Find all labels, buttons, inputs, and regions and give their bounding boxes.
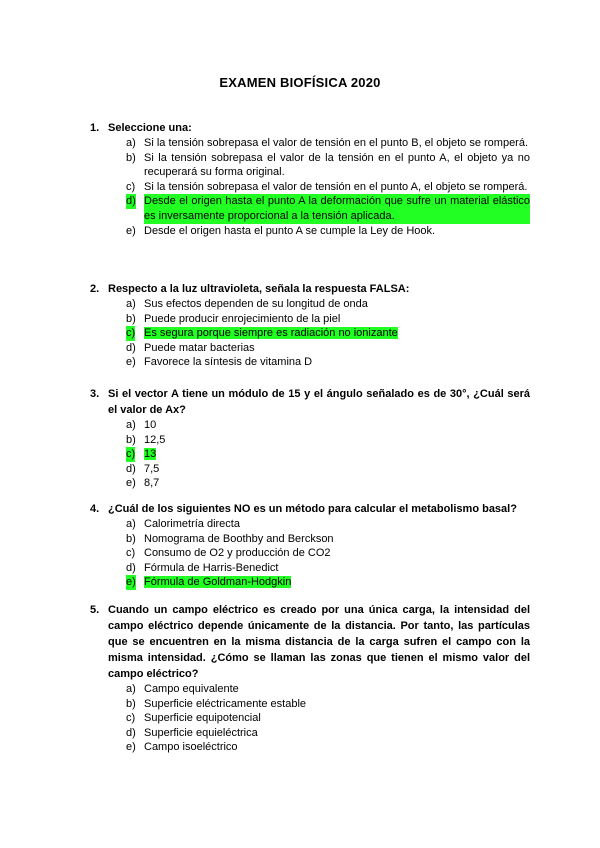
option-text: Puede producir enrojecimiento de la piel: [144, 312, 341, 325]
option-text: Puede matar bacterias: [144, 341, 255, 354]
option-label: d): [126, 561, 136, 574]
question-text: Cuando un campo eléctrico es creado por una única carga, la intensidad del campo eléctrico depende únicamente de la distancia. Por tanto, las partículas que se encuentren en la misma distancia de la carga sufren el campo con la misma intensidad. ¿Cómo se llaman las zonas que tienen el mismo valor del campo eléctrico?: [108, 604, 530, 680]
option-c-highlighted: [90, 447, 530, 462]
option-text: 10: [144, 419, 157, 431]
option-e: [90, 355, 530, 370]
option-label: e): [126, 356, 136, 369]
option-d: [90, 341, 530, 356]
option-text: 13: [144, 448, 157, 461]
option-label: c): [126, 327, 136, 340]
option-b: [90, 433, 530, 448]
option-text: Fórmula de Goldman-Hodgkin: [144, 576, 292, 589]
option-d: [90, 561, 530, 576]
question-number: 3.: [90, 388, 100, 400]
option-a: [90, 297, 530, 312]
question-number: 1.: [90, 122, 100, 134]
question-text: Respecto a la luz ultravioleta, señala la respuesta FALSA:: [108, 283, 410, 295]
question-4-header: [90, 501, 530, 517]
option-text: Calorimetría directa: [144, 518, 240, 530]
option-label: c): [126, 180, 136, 193]
option-a: [90, 136, 530, 151]
option-text: Desde el origen hasta el punto A se cumple la Ley de Hook.: [144, 224, 436, 237]
option-text: Favorece la síntesis de vitamina D: [144, 356, 313, 369]
option-b: [90, 532, 530, 547]
option-a: [90, 418, 530, 433]
option-list: [90, 517, 530, 590]
question-text: Si el vector A tiene un módulo de 15 y el ángulo señalado es de 30°, ¿Cuál será el valor de Ax?: [108, 388, 530, 416]
option-b: [90, 697, 530, 712]
option-label: b): [126, 151, 136, 164]
option-label: a): [126, 137, 136, 149]
option-label: a): [126, 419, 136, 431]
option-e-highlighted: [90, 575, 530, 590]
option-text: Superficie eléctricamente estable: [144, 697, 307, 710]
option-label: b): [126, 433, 136, 446]
option-label: a): [126, 518, 136, 530]
option-label: d): [126, 341, 136, 354]
option-b: [90, 151, 530, 180]
option-e: [90, 740, 530, 755]
page-title: EXAMEN BIOFÍSICA 2020: [219, 75, 381, 90]
option-e: [90, 476, 530, 491]
option-label: e): [126, 224, 136, 237]
option-a: [90, 517, 530, 532]
question-5-header: [90, 602, 530, 682]
question-3: [90, 386, 530, 491]
option-list: [90, 682, 530, 755]
question-2-header: [90, 281, 530, 297]
option-text: Desde el origen hasta el punto A la deformación que sufre un material elástico es inversamente proporcional a la tensión aplicada.: [144, 195, 530, 222]
option-label: b): [126, 312, 136, 325]
option-e: [90, 224, 530, 239]
option-label: a): [126, 298, 136, 310]
option-text: Superficie equieléctrica: [144, 726, 258, 739]
option-d-highlighted: [90, 194, 530, 223]
option-label: d): [126, 462, 136, 475]
option-c: [90, 711, 530, 726]
question-1-header: [90, 120, 530, 136]
option-label: b): [126, 532, 136, 545]
option-label: e): [126, 576, 136, 589]
question-number: 2.: [90, 283, 100, 295]
option-text: 7,5: [144, 462, 160, 475]
question-1: [90, 120, 530, 238]
question-5: [90, 602, 530, 755]
option-text: Es segura porque siempre es radiación no ionizante: [144, 327, 398, 340]
question-number: 4.: [90, 503, 100, 515]
option-text: Sus efectos dependen de su longitud de onda: [144, 298, 368, 310]
option-label: c): [126, 712, 136, 725]
option-text: 12,5: [144, 433, 166, 446]
option-text: Campo equivalente: [144, 683, 239, 695]
option-label: e): [126, 477, 136, 490]
option-text: 8,7: [144, 477, 160, 490]
option-label: a): [126, 683, 136, 695]
option-c: [90, 546, 530, 561]
option-label: c): [126, 547, 136, 560]
option-text: Si la tensión sobrepasa el valor de tensión en el punto B, el objeto se romperá.: [144, 137, 529, 149]
option-list: [90, 418, 530, 491]
option-label: e): [126, 741, 136, 754]
option-label: d): [126, 726, 136, 739]
question-text: ¿Cuál de los siguientes NO es un método para calcular el metabolismo basal?: [108, 503, 517, 515]
option-text: Campo isoeléctrico: [144, 741, 238, 754]
option-b: [90, 312, 530, 327]
question-text: Seleccione una:: [108, 122, 192, 134]
option-label: b): [126, 697, 136, 710]
option-text: Superficie equipotencial: [144, 712, 261, 725]
question-3-header: [90, 386, 530, 418]
option-a: [90, 682, 530, 697]
option-list: [90, 136, 530, 238]
option-d: [90, 726, 530, 741]
option-list: [90, 297, 530, 370]
question-number: 5.: [90, 604, 100, 616]
question-4: [90, 501, 530, 590]
option-c: [90, 180, 530, 195]
option-c-highlighted: [90, 326, 530, 341]
option-text: Consumo de O2 y producción de CO2: [144, 547, 331, 560]
option-text: Si la tensión sobrepasa el valor de tensión en el punto A, el objeto se romperá.: [144, 180, 528, 193]
option-label: d): [126, 195, 136, 208]
option-text: Fórmula de Harris-Benedict: [144, 561, 279, 574]
option-text: Nomograma de Boothby and Berckson: [144, 532, 334, 545]
option-text: Si la tensión sobrepasa el valor de la tensión en el punto A, el objeto ya no recuperará su forma original.: [144, 151, 530, 179]
option-d: [90, 462, 530, 477]
question-2: [90, 281, 530, 370]
option-label: c): [126, 448, 136, 461]
